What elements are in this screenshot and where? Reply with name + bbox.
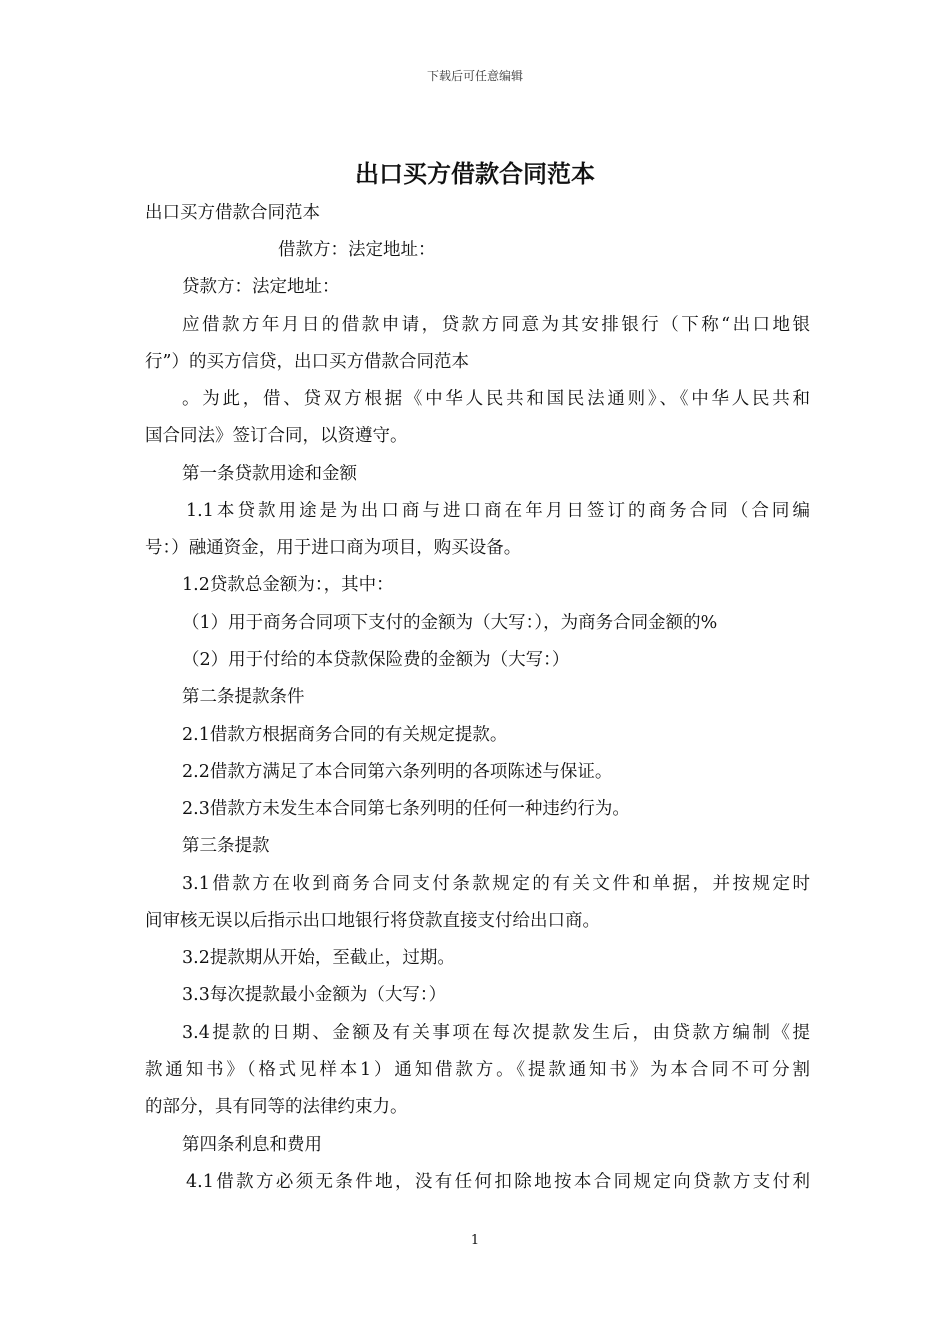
paragraph-line: （2）用于付给的本贷款保险费的金额为（大写：）: [182, 650, 570, 670]
paragraph-line: 2.3借款方未发生本合同第七条列明的任何一种违约行为。: [182, 799, 630, 819]
paragraph-line: 3.2提款期从开始，至截止，过期。: [182, 948, 455, 968]
paragraph-line: 3.3每次提款最小金额为（大写：）: [182, 985, 447, 1005]
paragraph-line: 4.1借款方必须无条件地，没有任何扣除地按本合同规定向贷款方支付利: [186, 1172, 810, 1192]
paragraph-line: 号：）融通资金，用于进口商为项目，购买设备。: [145, 538, 522, 558]
paragraph-line: 间审核无误以后指示出口地银行将贷款直接支付给出口商。: [145, 911, 600, 931]
section-heading: 第一条贷款用途和金额: [182, 464, 357, 484]
paragraph-line: 行”）的买方信贷，出口买方借款合同范本: [145, 352, 469, 372]
paragraph-line: 1.2贷款总金额为：，其中：: [182, 575, 394, 595]
paragraph-line: 。为此，借、贷双方根据《中华人民共和国民法通则》、《中华人民共和: [182, 389, 810, 409]
paragraph-line: 国合同法》签订合同，以资遵守。: [145, 426, 408, 446]
paragraph-line: 的部分，具有同等的法律约束力。: [145, 1097, 408, 1117]
document-title: 出口买方借款合同范本: [355, 160, 595, 188]
paragraph-line: 借款方：法定地址：: [278, 240, 436, 260]
page-number: 1: [470, 1233, 480, 1248]
paragraph-line: （1）用于商务合同项下支付的金额为（大写：），为商务合同金额的%: [182, 613, 718, 633]
paragraph-line: 1.1本贷款用途是为出口商与进口商在年月日签订的商务合同（合同编: [186, 501, 810, 521]
paragraph-line: 贷款方：法定地址：: [182, 277, 340, 297]
paragraph-line: 2.2借款方满足了本合同第六条列明的各项陈述与保证。: [182, 762, 613, 782]
paragraph-line: 3.4提款的日期、金额及有关事项在每次提款发生后，由贷款方编制《提: [182, 1023, 810, 1043]
paragraph-line: 3.1借款方在收到商务合同支付条款规定的有关文件和单据，并按规定时: [182, 874, 810, 894]
paragraph-line: 应借款方年月日的借款申请，贷款方同意为其安排银行（下称“出口地银: [182, 315, 810, 335]
page-header: 下载后可任意编辑: [426, 69, 523, 83]
section-heading: 第二条提款条件: [182, 687, 305, 707]
paragraph-line: 出口买方借款合同范本: [145, 203, 320, 223]
paragraph-line: 款通知书》（格式见样本1）通知借款方。《提款通知书》为本合同不可分割: [145, 1060, 810, 1080]
paragraph-line: 2.1借款方根据商务合同的有关规定提款。: [182, 725, 508, 745]
section-heading: 第四条利息和费用: [182, 1135, 322, 1155]
section-heading: 第三条提款: [182, 836, 270, 856]
